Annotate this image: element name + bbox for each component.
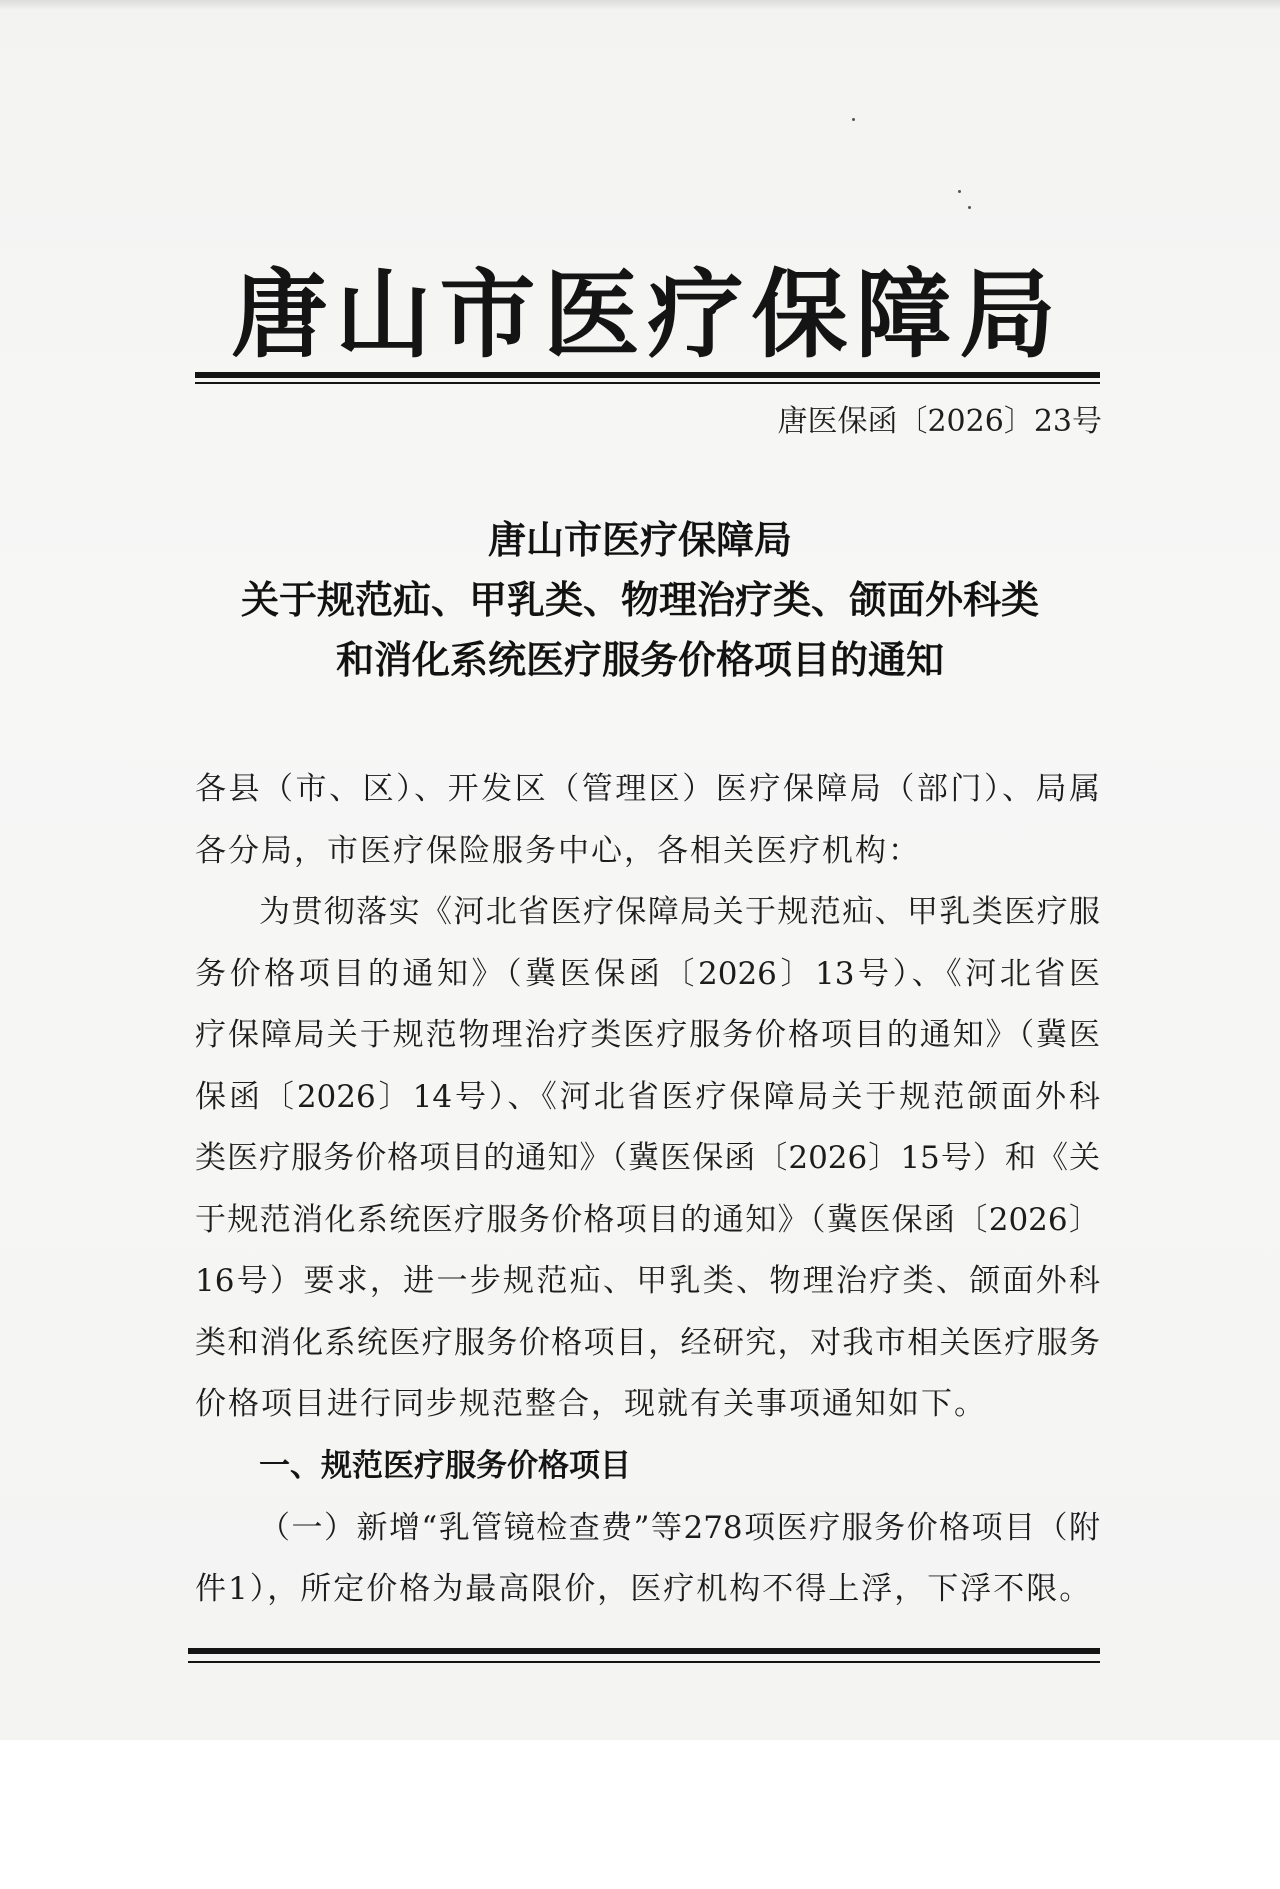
section-heading: 一、规范医疗服务价格项目	[259, 1448, 631, 1484]
paragraph-line: （一）新增“乳管镜检查费”等278项医疗服务价格项目（附	[259, 1510, 1100, 1546]
paragraph-line: 于规范消化系统医疗服务价格项目的通知》（冀医保函〔2026〕	[195, 1202, 1100, 1238]
document-title-line-1: 唐山市医疗保障局	[487, 518, 792, 562]
letterhead-rule	[195, 372, 1100, 378]
paragraph-line: 件1），所定价格为最高限价，医疗机构不得上浮，下浮不限。	[195, 1571, 1093, 1607]
document-number: 唐医保函〔2026〕23号	[777, 404, 1102, 439]
paper-speck	[968, 206, 971, 209]
page-top-edge	[0, 0, 1280, 10]
letterhead-title: 唐山市医疗保障局	[231, 258, 1064, 371]
paragraph-line: 类医疗服务价格项目的通知》（冀医保函〔2026〕15号）和《关	[195, 1140, 1100, 1176]
paragraph-line: 为贯彻落实《河北省医疗保障局关于规范疝、甲乳类医疗服	[259, 894, 1100, 930]
paragraph-line: 类和消化系统医疗服务价格项目，经研究，对我市相关医疗服务	[195, 1325, 1100, 1361]
letterhead-rule-thin	[195, 382, 1100, 384]
document-title-line-2: 关于规范疝、甲乳类、物理治疗类、颌面外科类	[240, 578, 1039, 622]
paper-speck	[852, 118, 855, 121]
paragraph-line: 疗保障局关于规范物理治疗类医疗服务价格项目的通知》（冀医	[195, 1017, 1100, 1053]
footer-rule	[188, 1648, 1100, 1654]
salutation-line: 各分局，市医疗保险服务中心，各相关医疗机构：	[195, 833, 921, 869]
paragraph-line: 保函〔2026〕14号）、《河北省医疗保障局关于规范颌面外科	[195, 1079, 1100, 1115]
paragraph-line: 价格项目进行同步规范整合，现就有关事项通知如下。	[195, 1386, 987, 1422]
paragraph-line: 16号）要求，进一步规范疝、甲乳类、物理治疗类、颌面外科	[195, 1263, 1100, 1299]
document-title-line-3: 和消化系统医疗服务价格项目的通知	[335, 638, 944, 682]
footer-rule-thin	[188, 1661, 1100, 1663]
paragraph-line: 务价格项目的通知》（冀医保函〔2026〕13号）、《河北省医	[195, 956, 1100, 992]
salutation-line: 各县（市、区）、开发区（管理区）医疗保障局（部门）、局属	[195, 771, 1100, 807]
paper-speck	[958, 190, 961, 193]
